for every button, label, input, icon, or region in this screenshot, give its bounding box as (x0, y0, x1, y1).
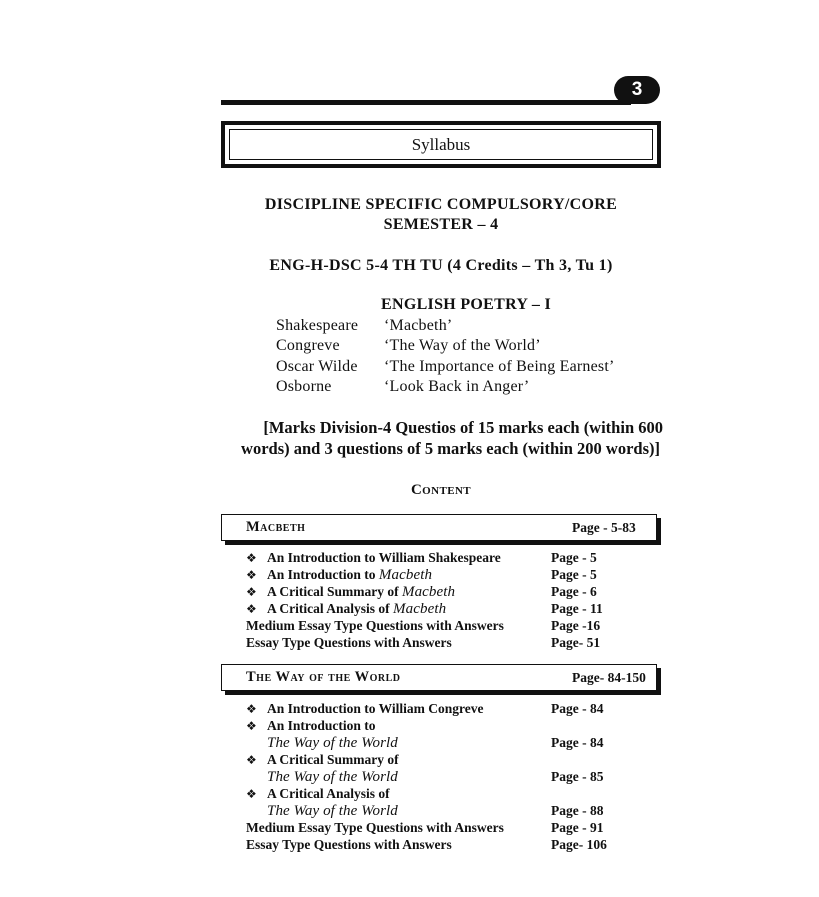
page-number-badge: 3 (614, 76, 660, 104)
toc-item-page: Page - 85 (551, 769, 604, 784)
work-title: ‘The Way of the World’ (384, 337, 541, 355)
toc-item-page: Page - 5 (551, 550, 597, 565)
diamond-bullet-icon: ❖ (246, 753, 257, 767)
toc-item-text: An Introduction to William Congreve (267, 701, 484, 716)
toc-item-text: A Critical Analysis of (267, 786, 390, 801)
toc-item-text: An Introduction to (267, 567, 379, 582)
toc-item-page: Page - 6 (551, 584, 597, 599)
section-header-way-of-the-world (221, 664, 657, 691)
toc-item-text: An Introduction to (267, 718, 376, 733)
header-rule (221, 100, 631, 105)
diamond-bullet-icon: ❖ (246, 702, 257, 716)
toc-item-page: Page - 5 (551, 567, 597, 582)
toc-item-page: Page - 11 (551, 601, 603, 616)
diamond-bullet-icon: ❖ (246, 551, 257, 565)
work-row (276, 358, 615, 378)
toc-item-italic: Macbeth (393, 601, 447, 617)
section-title: Macbeth (246, 519, 306, 535)
diamond-bullet-icon: ❖ (246, 568, 257, 582)
marks-division (221, 417, 663, 459)
work-title: ‘The Importance of Being Earnest’ (384, 357, 615, 375)
work-author: Oscar Wilde (276, 357, 358, 375)
toc-item-text: A Critical Summary of (267, 584, 402, 599)
work-author: Osborne (276, 377, 332, 395)
toc-item-page: Page - 88 (551, 803, 604, 818)
work-title: ‘Macbeth’ (384, 317, 453, 334)
work-row (276, 337, 615, 357)
work-title: ‘Look Back in Anger’ (384, 377, 530, 395)
diamond-bullet-icon: ❖ (246, 585, 257, 599)
toc-item-page: Page - 91 (551, 820, 604, 835)
syllabus-title-box (221, 121, 661, 168)
work-row (276, 317, 615, 337)
works-list (276, 317, 615, 398)
work-author: Congreve (276, 337, 340, 355)
toc-item-page: Page- 106 (551, 837, 607, 852)
diamond-bullet-icon: ❖ (246, 787, 257, 801)
toc-item-italic: Macbeth (378, 567, 433, 583)
toc-item-text: Essay Type Questions with Answers (246, 635, 452, 650)
toc-item-page: Page -16 (551, 618, 601, 633)
semester-heading: SEMESTER – 4 (383, 216, 499, 233)
discipline-heading: DISCIPLINE SPECIFIC COMPULSORY/CORE (264, 196, 618, 213)
diamond-bullet-icon: ❖ (246, 719, 257, 733)
marks-line: [Marks Division-4 Questios of 15 marks each (within 600 (263, 418, 663, 437)
toc-item-italic: The Way of the World (267, 803, 398, 819)
toc-item-italic: Macbeth (401, 584, 456, 600)
toc-item-italic: The Way of the World (267, 735, 398, 751)
section-header-macbeth (221, 514, 657, 541)
toc-item-page: Page- 51 (551, 635, 601, 650)
toc-item-page: Page - 84 (551, 735, 604, 750)
toc-item-text: Essay Type Questions with Answers (246, 837, 452, 852)
syllabus-title: Syllabus (229, 129, 653, 160)
section-pages: Page - 5-83 (572, 520, 636, 535)
toc-item-text: An Introduction to William Shakespeare (267, 550, 501, 565)
toc-item-text: Medium Essay Type Questions with Answers (246, 820, 504, 835)
toc-item-text: A Critical Analysis of (267, 601, 394, 616)
work-row (276, 378, 615, 398)
content-heading: Content (410, 482, 472, 498)
diamond-bullet-icon: ❖ (246, 602, 257, 616)
toc-item-text: Medium Essay Type Questions with Answers (246, 618, 504, 633)
paper-title: ENGLISH POETRY – I (381, 296, 552, 313)
course-code: ENG-H-DSC 5-4 TH TU (4 Credits – Th 3, Tu 1) (269, 257, 613, 274)
toc-item-page: Page - 84 (551, 701, 604, 716)
toc-item-text: A Critical Summary of (267, 752, 399, 767)
section-title: The Way of the World (246, 669, 401, 685)
toc-item-italic: The Way of the World (267, 769, 398, 785)
section-pages: Page- 84-150 (572, 670, 646, 685)
work-author: Shakespeare (276, 317, 359, 334)
marks-line: words) and 3 questions of 5 marks each (within 200 words)] (241, 439, 660, 458)
